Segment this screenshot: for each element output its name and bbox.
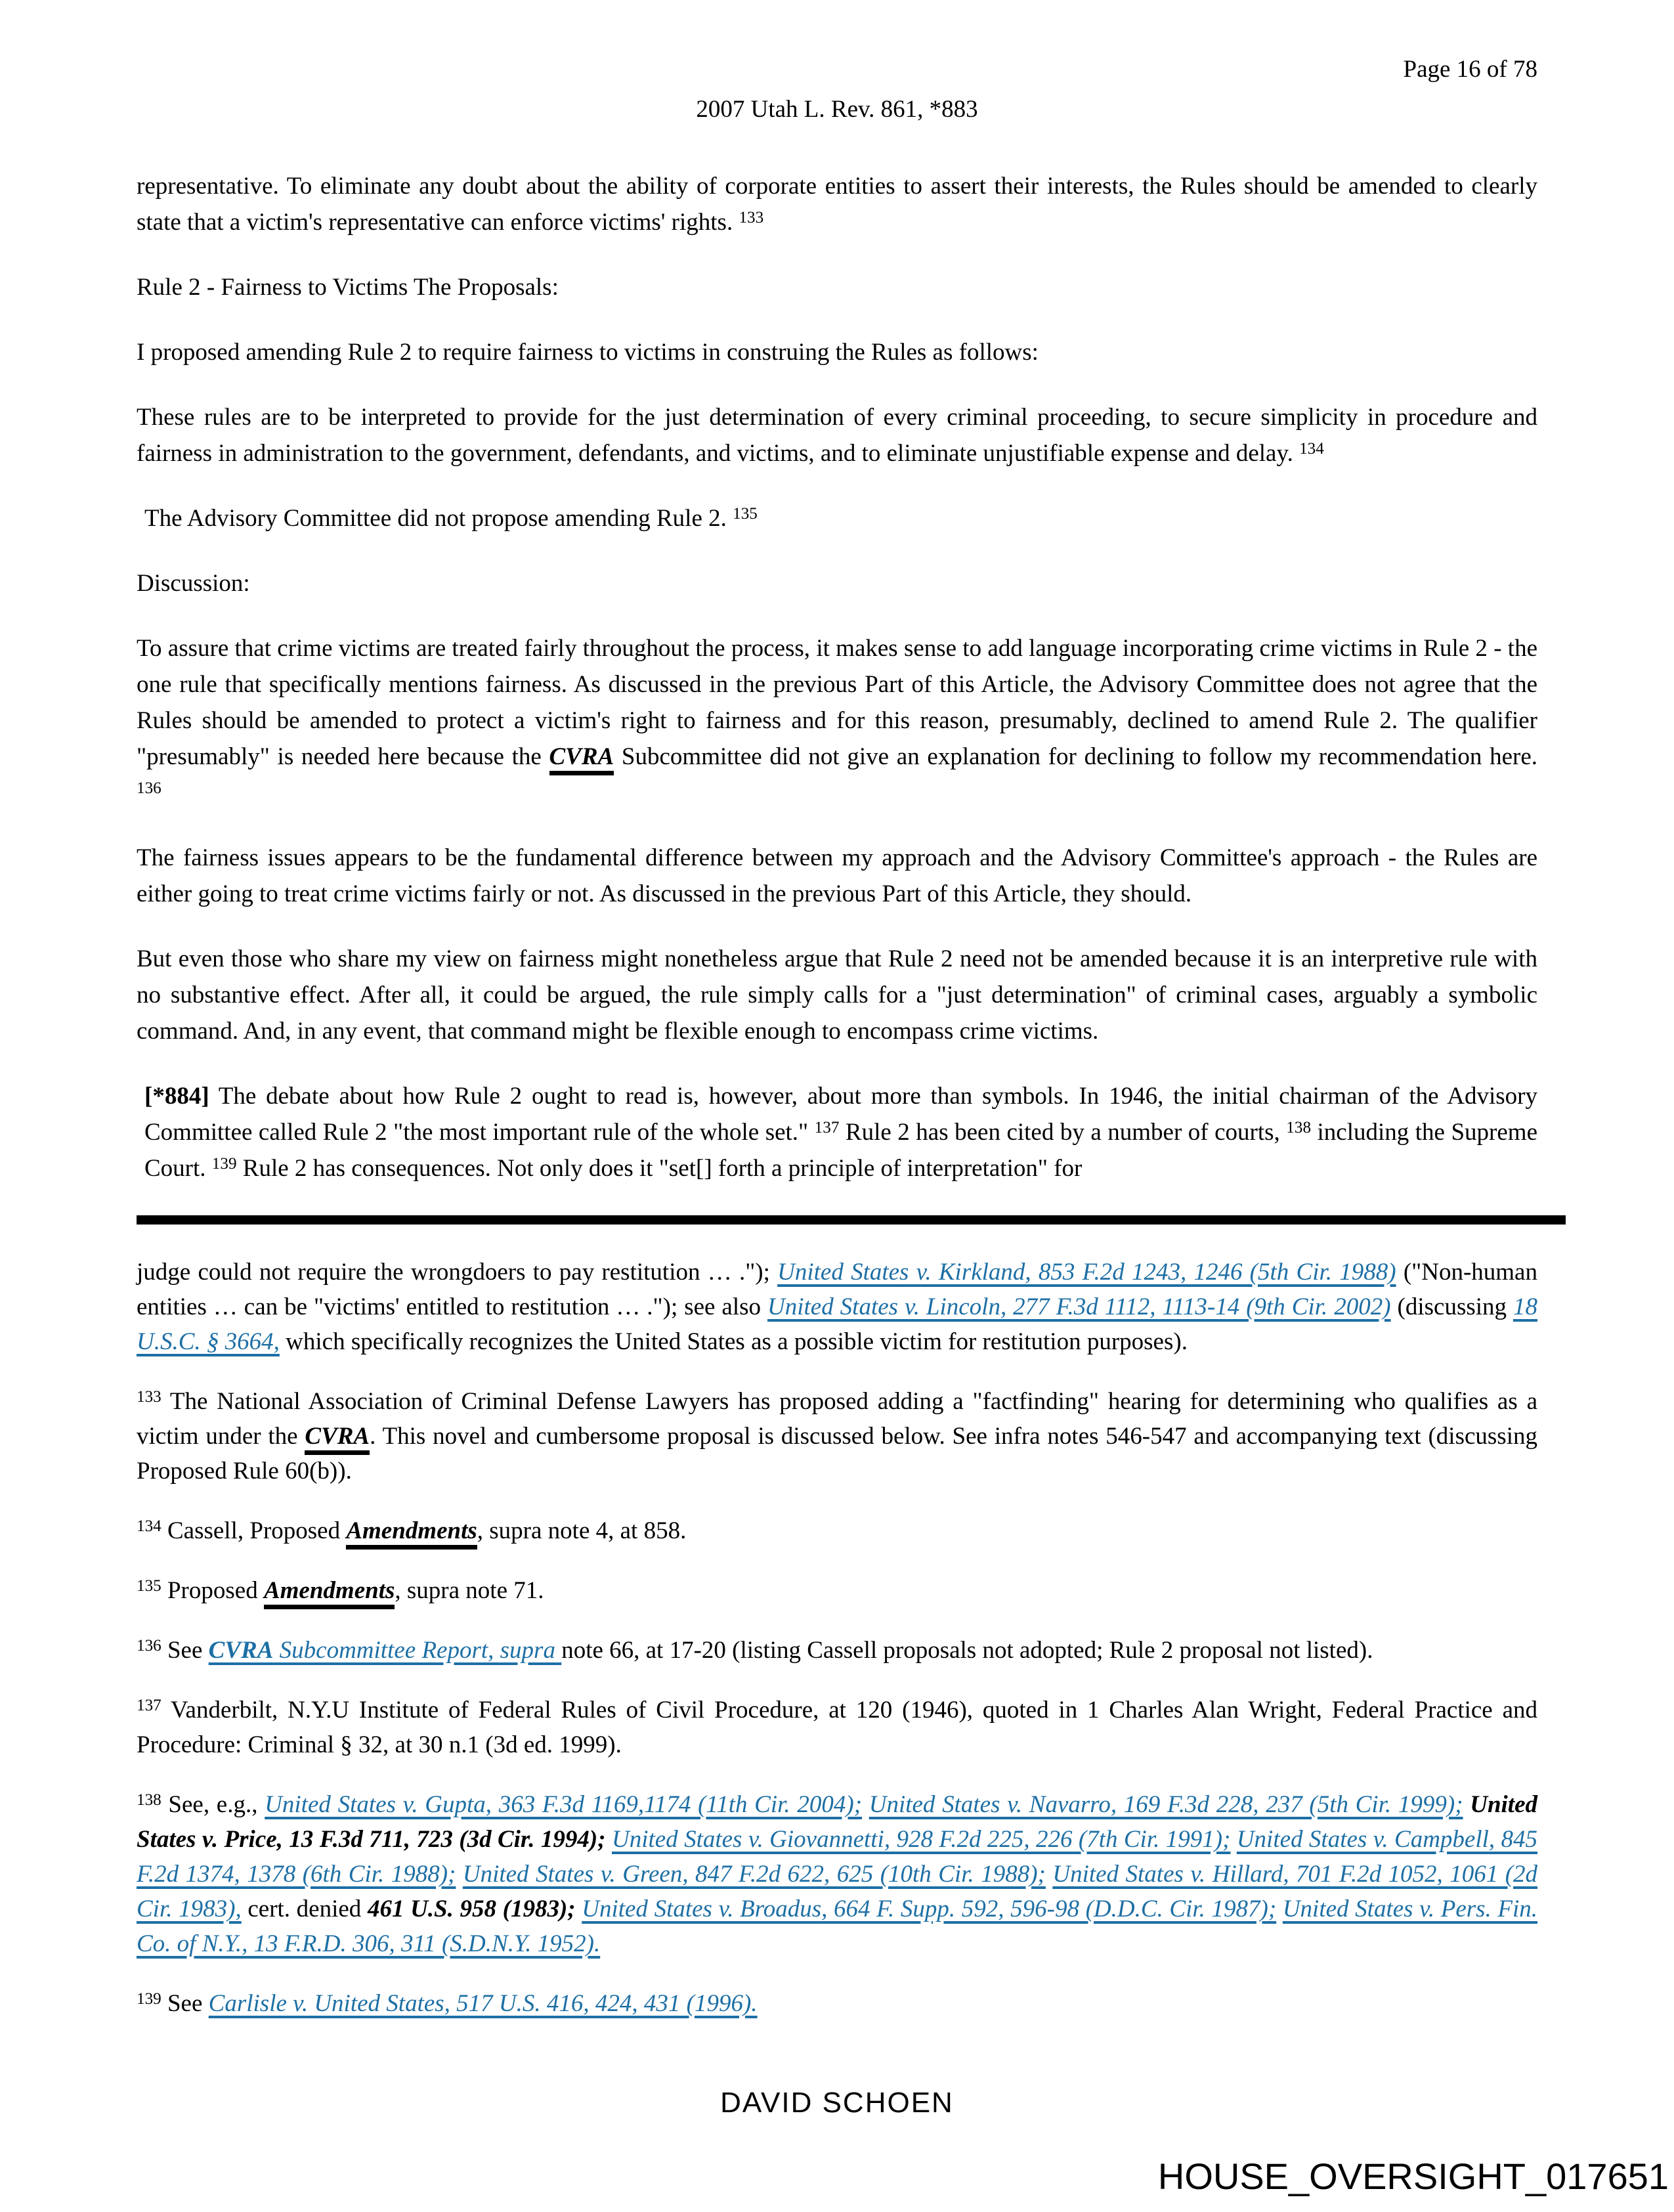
text-run (862, 1791, 869, 1818)
text-run: See, e.g., (161, 1791, 265, 1818)
emphasized-term: Amendments (264, 1577, 395, 1609)
footnote-separator (137, 1215, 1566, 1225)
body-paragraph (137, 334, 1537, 370)
emphasized-term: CVRA (305, 1423, 370, 1455)
footnote-137 (137, 1693, 1537, 1762)
footnote-ref: 139 (211, 1154, 237, 1173)
citation-link[interactable]: United States v. Green, 847 F.2d 622, 625 (10th Cir. 1988); (462, 1861, 1046, 1888)
citation-link[interactable]: United States v. Campbell, 845 F.2d 1374, 1378 (6th Cir. 1988); (137, 1826, 1538, 1888)
footnote-ref: 137 (814, 1118, 840, 1137)
footnote-ref: 138 (137, 1790, 161, 1809)
text-run (576, 1896, 582, 1922)
footnote-continuation (137, 1255, 1537, 1359)
body-paragraph (137, 941, 1537, 1049)
footnotes-section (137, 1255, 1537, 2021)
footnote-ref: 138 (1286, 1118, 1312, 1137)
text-run (456, 1861, 462, 1888)
section-heading (137, 269, 1537, 305)
body-paragraph (137, 168, 1537, 240)
citation-link[interactable]: Subcommittee Report, supra (273, 1637, 562, 1664)
text-run: note 66, at 17-20 (listing Cassell proposals not adopted; Rule 2 proposal not listed). (561, 1637, 1373, 1664)
page-number: Page 16 of 78 (1403, 56, 1537, 83)
bold-text: [*884] (144, 1083, 209, 1110)
footnote-ref: 136 (137, 779, 161, 797)
citation-header: 2007 Utah L. Rev. 861, *883 (696, 96, 978, 123)
text-run: See (161, 1990, 209, 2017)
case-citation-bold: 461 U.S. 958 (1983); (367, 1896, 576, 1922)
citation-link[interactable]: United States v. Gupta, 363 F.3d 1169,1174 (11th Cir. 2004); (265, 1791, 863, 1818)
body-paragraph (137, 630, 1537, 811)
text-run (1230, 1826, 1236, 1853)
text-run (1046, 1861, 1052, 1888)
body-paragraph (137, 840, 1537, 912)
footnote-ref: 139 (137, 1989, 161, 2008)
text-run: judge could not require the wrongdoers to pay restitution … ."); (137, 1259, 778, 1286)
footnote-135 (137, 1573, 1537, 1608)
body-paragraph (137, 500, 1537, 536)
text-run (1276, 1896, 1283, 1922)
discussion-heading (137, 565, 1537, 601)
citation-link[interactable]: United States v. Broadus, 664 F. Supp. 592, 596-98 (D.D.C. Cir. 1987); (582, 1896, 1277, 1922)
text-run: Rule 2 has consequences. Not only does it "set[] forth a principle of interpretation" for (236, 1155, 1083, 1182)
footnote-138 (137, 1787, 1537, 1961)
text-run: Discussion: (137, 570, 250, 597)
text-run: , supra note 71. (395, 1577, 544, 1604)
text-run (606, 1826, 612, 1853)
text-run: . This novel and cumbersome proposal is discussed below. See infra notes 546-547 and accompanying text (discussing Proposed Rule 60(b)). (137, 1423, 1537, 1485)
footnote-139 (137, 1986, 1537, 2021)
text-run: The fairness issues appears to be the fundamental difference between my approach and the Advisory Committee's approach - the Rules are either going to treat crime victims fairly or not. As discussed in the previous Part of this Article, they should. (137, 844, 1537, 907)
footnote-133 (137, 1384, 1537, 1488)
text-run: To assure that crime victims are treated fairly throughout the process, it makes sense to add language incorporating crime victims in Rule 2 - the one rule that specifically mentions fairness. As discussed in the previous Part of this Article, the Advisory Committee does not agree that the Rules should be amended to protect a victim's right to fairness and for this reason, presumably, declined to amend Rule 2. The qualifier "presumably" is needed here because the (137, 635, 1537, 770)
bates-number: HOUSE_OVERSIGHT_017651 (1157, 2156, 1669, 2197)
footer-author: DAVID SCHOEN (720, 2087, 954, 2119)
footnote-ref: 137 (137, 1696, 161, 1714)
text-run: (discussing (1390, 1293, 1513, 1320)
text-run: ("Non-human entities … can be "victims' entitled to restitution … ."); see also (137, 1259, 1537, 1320)
text-run: representative. To eliminate any doubt about the ability of corporate entities to assert their interests, the Rules should be amended to clearly state that a victim's representative can enforce victims' rights. (137, 173, 1537, 236)
text-run: Cassell, Proposed (161, 1517, 347, 1544)
text-run: Proposed (161, 1577, 264, 1604)
footnote-136 (137, 1633, 1537, 1668)
text-run: including the Supreme Court. (144, 1119, 1537, 1182)
citation-link[interactable]: United States v. Hillard, 701 F.2d 1052, 1061 (2d Cir. 1983), (137, 1861, 1538, 1922)
text-run: Subcommittee did not give an explanation for declining to follow my recommendation here. (614, 743, 1538, 770)
text-run: The debate about how Rule 2 ought to read is, however, about more than symbols. In 1946, the initial chairman of the Advisory Committee called Rule 2 "the most important rule of the whole set." (144, 1083, 1537, 1146)
citation-link[interactable]: CVRA (208, 1637, 274, 1664)
body-paragraph (137, 1078, 1537, 1186)
text-run: See (161, 1637, 209, 1664)
text-run: Rule 2 - Fairness to Victims The Proposals: (137, 274, 559, 301)
footnote-ref: 135 (733, 504, 758, 523)
citation-link[interactable]: United States v. Kirkland, 853 F.2d 1243, 1246 (5th Cir. 1988) (777, 1259, 1396, 1286)
citation-link[interactable]: United States v. Navarro, 169 F.3d 228, 237 (5th Cir. 1999); (869, 1791, 1463, 1818)
text-run: , supra note 4, at 858. (477, 1517, 687, 1544)
citation-link[interactable]: United States v. Giovannetti, 928 F.2d 225, 226 (7th Cir. 1991); (611, 1826, 1231, 1853)
case-citation-bold: United States v. Price, 13 F.3d 711, 723 (3d Cir. 1994); (137, 1791, 1538, 1853)
footnote-ref: 134 (1299, 439, 1324, 458)
footnote-ref: 135 (137, 1576, 161, 1595)
citation-link[interactable]: United States v. Lincoln, 277 F.3d 1112, 1113-14 (9th Cir. 2002) (767, 1293, 1391, 1320)
text-run (1463, 1791, 1470, 1818)
footnote-ref: 136 (137, 1636, 161, 1655)
citation-link[interactable]: Carlisle v. United States, 517 U.S. 416, 424, 431 (1996). (208, 1990, 758, 2017)
footnote-ref: 133 (739, 208, 764, 227)
emphasized-term: Amendments (346, 1517, 477, 1550)
emphasized-term: CVRA (549, 743, 614, 775)
citation-link[interactable]: 18 U.S.C. § 3664, (137, 1293, 1537, 1355)
text-run: which specifically recognizes the United States as a possible victim for restitution purposes). (279, 1328, 1188, 1355)
citation-link[interactable]: United States v. Pers. Fin. Co. of N.Y., 13 F.R.D. 306, 311 (S.D.N.Y. 1952). (137, 1896, 1538, 1957)
text-run: The National Association of Criminal Defense Lawyers has proposed adding a "factfinding" hearing for determining who qualifies as a victim under the (137, 1388, 1537, 1450)
footnote-134 (137, 1513, 1537, 1548)
text-run: cert. denied (241, 1896, 368, 1922)
footnote-ref: 133 (137, 1387, 161, 1406)
text-run: But even those who share my view on fairness might nonetheless argue that Rule 2 need not be amended because it is an interpretive rule with no substantive effect. After all, it could be argued, the rule simply calls for a "just determination" of criminal cases, arguably a symbolic command. And, in any event, that command might be flexible enough to encompass crime victims. (137, 945, 1537, 1045)
text-run: I proposed amending Rule 2 to require fairness to victims in construing the Rules as follows: (137, 339, 1039, 366)
text-run: The Advisory Committee did not propose amending Rule 2. (144, 505, 733, 532)
text-run: Vanderbilt, N.Y.U Institute of Federal Rules of Civil Procedure, at 120 (1946), quoted in 1 Charles Alan Wright, Federal Practice and Procedure: Criminal § 32, at 30 n.1 (3d ed. 1999). (137, 1697, 1537, 1758)
text-run: These rules are to be interpreted to provide for the just determination of every criminal proceeding, to secure simplicity in procedure and fairness in administration to the government, defendants, and victims, and to eliminate unjustifiable expense and delay. (137, 404, 1537, 467)
text-run: Rule 2 has been cited by a number of courts, (839, 1119, 1287, 1146)
footnote-ref: 134 (137, 1517, 161, 1535)
rule-quote-paragraph (137, 399, 1537, 471)
article-body (137, 168, 1537, 1186)
